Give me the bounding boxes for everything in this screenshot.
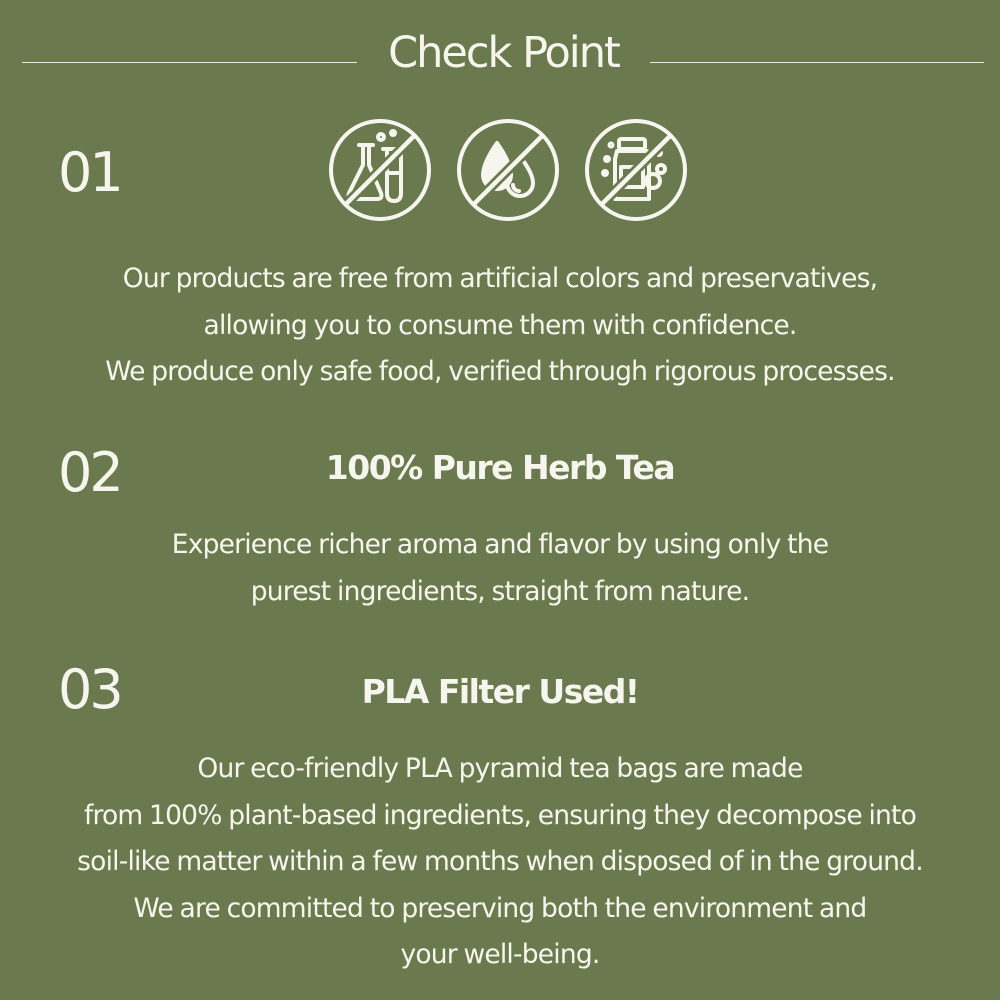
no-additives-drops-icon [453, 115, 563, 225]
text-line: We are committed to preserving both the environment and [133, 892, 867, 924]
text-line: We produce only safe food, verified through rigorous processes. [105, 356, 895, 387]
text-line: purest ingredients, straight from nature. [250, 575, 750, 607]
no-chemicals-icon [325, 115, 435, 225]
text-line: Our products are free from artificial colors and preservatives, [122, 263, 878, 294]
text-line: allowing you to consume them with confidence. [203, 309, 797, 341]
icon-row [325, 115, 691, 225]
header-divider-right [650, 62, 984, 63]
no-preservatives-jar-icon [581, 115, 691, 225]
text-line: your well-being. [400, 939, 600, 970]
page-title: Check Point [388, 28, 619, 78]
section-number-03: 03 [58, 658, 121, 721]
section-02-description [0, 522, 1000, 615]
text-line: Experience richer aroma and flavor by using only the [171, 529, 829, 560]
section-number-02: 02 [58, 441, 121, 504]
header-divider-left [22, 62, 357, 63]
checkpoint-header [0, 22, 1000, 102]
section-number-01: 01 [58, 141, 121, 204]
section-02-heading: 100% Pure Herb Tea [325, 448, 675, 487]
section-03-description [0, 746, 1000, 979]
text-line: soil-like matter within a few months when disposed of in the ground. [77, 846, 923, 877]
text-line: Our eco-friendly PLA pyramid tea bags are made [197, 753, 803, 784]
text-line: from 100% plant-based ingredients, ensuring they decompose into [83, 799, 917, 831]
section-01-description [0, 256, 1000, 396]
section-03-heading: PLA Filter Used! [361, 672, 639, 711]
